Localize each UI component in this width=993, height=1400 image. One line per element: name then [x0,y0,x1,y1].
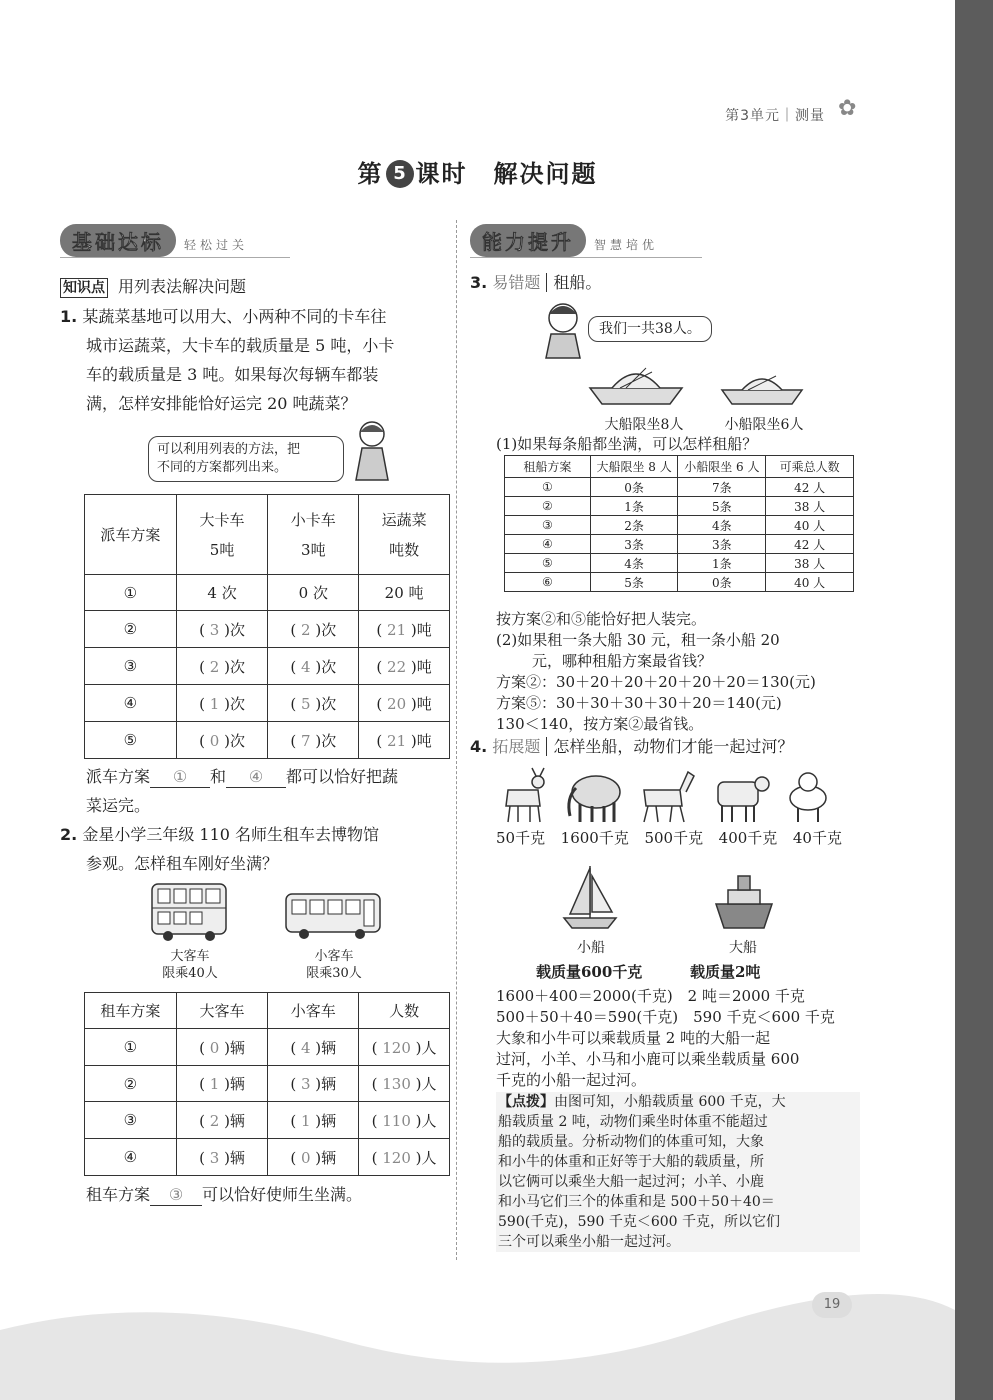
q4-a2: 500＋50＋40＝590(千克) 590 千克＜600 千克 [496,1008,835,1026]
table-row: ④ ( 1 )次 ( 5 )次 ( 20 )吨 [85,685,450,722]
q2-th-plan: 租车方案 [85,993,177,1029]
q3-tag: 易错题 [492,273,541,292]
q3-sub1: (1)如果每条船都坐满，可以怎样租船？ [496,435,758,453]
q1-hint-bubble [148,436,344,482]
q1-line1: 某蔬菜基地可以用大、小两种不同的卡车往 [82,307,387,326]
q3-th-plan: 租船方案 [505,456,591,478]
tip-label: 【点拨】 [498,1094,554,1110]
q2-th-people: 人数 [359,993,450,1029]
q4-tag: 拓展题 [492,737,541,756]
lamb-icon [784,768,834,824]
q3-heading [470,268,601,297]
mascot-logo-icon: ✿ [838,96,857,121]
advanced-banner-sub: 智慧培优 [594,238,659,252]
knowledge-point [60,272,246,301]
table-row: ② ( 1 )辆 ( 3 )辆 ( 130 )人 [85,1066,450,1102]
horse-weight: 500千克 [644,829,704,847]
big-boat-capacity: 载质量2吨 [690,963,761,981]
q1-th-plan: 派车方案 [85,495,177,575]
q1-line3: 车的载质量是 3 吨。如果每次每辆车都装 [86,365,379,384]
lesson-suffix: 课时 [415,160,468,188]
q2-answer: 租车方案 ③ 可以恰好使师生坐满。 [86,1185,363,1204]
q4-number: 4. [470,737,488,756]
basic-banner-sub: 轻松过关 [184,238,249,252]
cow-icon [708,768,772,824]
page-number: 19 [812,1292,852,1318]
table-row: ① 4 次 0 次 20 吨 [85,575,450,611]
q1-text [60,302,452,418]
small-boat-capacity: 载质量600千克 [536,963,643,981]
knowledge-text: 用列表法解决问题 [118,277,247,296]
q3-answers [496,609,866,735]
big-boat-label: 大船 [729,940,757,956]
lesson-number: 5 [386,160,414,188]
single-bus-icon [282,888,384,942]
q1-answer: 派车方案 ① 和 ④ 都可以恰好把蔬 菜运完。 [86,762,452,820]
table-row: ⑤ ( 0 )次 ( 7 )次 ( 21 )吨 [85,722,450,759]
table-row: ④ ( 3 )辆 ( 0 )辆 ( 120 )人 [85,1139,450,1176]
q1-answer-blank-1: ① [150,767,210,788]
knowledge-tag: 知识点 [60,278,108,298]
q4-a1: 1600＋400＝2000(千克) 2 吨＝2000 千克 [496,987,805,1005]
girl-icon [350,418,394,488]
q1-answer-blank-2: ④ [226,767,286,788]
q2-number: 2. [60,825,78,844]
cow-weight: 400千克 [718,829,778,847]
column-divider [456,220,457,1260]
q4-title: 怎样坐船，动物们才能一起过河？ [553,737,794,756]
lesson-prefix: 第 [357,160,384,188]
q1-line4: 满，怎样安排能恰好运完 20 吨蔬菜？ [86,394,357,413]
q3-number: 3. [470,273,488,292]
boy-icon [540,298,586,360]
q4-tip: 【点拨】由图可知，小船载质量 600 千克，大 船载质量 2 吨，动物们乘坐时体重不能超过 船的载质量。分析动物们的体重可知，大象 和小牛的体重和正好等于大船的载质量，所 以它俩可以乘坐大船一起过河；小羊、小鹿 和小马它们三个的体重和是 500＋50＋40＝ 590(千克)，590 千克＜600 千克，所以它们 三个可以乘坐小船一起过河。 [496,1092,860,1252]
q3-th-big: 大船限坐 8 人 [590,456,678,478]
elephant-weight: 1600千克 [560,829,629,847]
q2-line2: 参观。怎样租车刚好坐满？ [86,854,279,873]
table-row: ③ ( 2 )辆 ( 1 )辆 ( 110 )人 [85,1102,450,1139]
table-row: ② ( 3 )次 ( 2 )次 ( 21 )吨 [85,611,450,648]
small-boat-caption: 小船限坐6人 [724,417,804,433]
q4-heading [470,732,793,761]
q3-title: 租船。 [553,273,602,292]
big-boat-caption: 大船限坐8人 [604,417,684,433]
q2-bus-table [84,992,450,1176]
q1-line2: 城市运蔬菜，大卡车的载质量是 5 吨，小卡 [86,336,395,355]
double-decker-bus-icon [148,880,230,942]
q1-bubble-line2: 不同的方案都列出来。 [157,460,288,475]
q3-ans2c: 130＜140，按方案②最省钱。 [496,715,704,733]
deer-icon [498,766,550,824]
q4-a3: 大象和小牛可以乘载质量 2 吨的大船一起 [496,1029,771,1047]
q3-boat-table [504,455,854,592]
basic-banner [60,224,290,258]
q3-ans2b: 方案⑤：30＋30＋30＋30＋20＝140(元) [496,694,782,712]
q1-th-big: 大卡车 5吨 [176,495,268,575]
q2-text [60,820,452,878]
q1-bubble-line1: 可以利用列表的方法，把 [157,442,301,457]
q3-ans2a: 方案②：30＋20＋20＋20＋20＋20＝130(元) [496,673,816,691]
q3-th-total: 可乘总人数 [766,456,854,478]
table-row: ⑥ 5条 0条 40 人 [505,573,854,592]
sailboat-icon [560,862,620,934]
q3-th-small: 小船限坐 6 人 [678,456,766,478]
big-boat-icon [586,354,686,408]
q2-answer-blank: ③ [150,1185,202,1206]
q1-th-small: 小卡车 3吨 [268,495,359,575]
q1-answer-line2: 菜运完。 [86,796,151,815]
basic-banner-title: 基础达标 [60,224,176,257]
q2-th-big: 大客车 [176,993,268,1029]
advanced-banner [470,224,702,258]
q3-sub2a: (2)如果租一条大船 30 元，租一条小船 20 [496,631,780,649]
small-boat-label: 小船 [577,940,605,956]
lesson-title [0,154,955,189]
table-row: ⑤ 4条 1条 38 人 [505,554,854,573]
q3-sub2b: 元，哪种租船方案最省钱？ [532,652,713,670]
q1-number: 1. [60,307,78,326]
elephant-icon [562,768,626,824]
table-row: ① 0条 7条 42 人 [505,478,854,497]
scan-edge [955,0,993,1400]
lamb-weight: 40千克 [792,829,842,847]
q1-th-tons: 运蔬菜 吨数 [359,495,450,575]
animal-weights [496,828,842,849]
small-bus-caption: 小客车 限乘30人 [306,949,362,981]
q4-a5: 千克的小船一起过河。 [496,1071,647,1089]
horse-icon [636,766,696,824]
unit-header: 第3单元｜测量 [725,108,825,124]
q4-answers [496,986,866,1091]
deer-weight: 50千克 [496,829,546,847]
table-row: ③ 2条 4条 40 人 [505,516,854,535]
table-row: ③ ( 2 )次 ( 4 )次 ( 22 )吨 [85,648,450,685]
big-bus-caption: 大客车 限乘40人 [162,949,218,981]
q3-ans1: 按方案②和⑤能恰好把人装完。 [496,610,707,628]
advanced-banner-title: 能力提升 [470,224,586,257]
table-row: ② 1条 5条 38 人 [505,497,854,516]
q1-truck-table [84,494,450,759]
lesson-topic: 解决问题 [493,160,598,188]
steamship-icon [712,866,776,932]
table-row: ① ( 0 )辆 ( 4 )辆 ( 120 )人 [85,1029,450,1066]
q3-speech-bubble: 我们一共38人。 [588,316,712,342]
small-boat-icon [718,360,806,408]
q4-a4: 过河，小羊、小马和小鹿可以乘坐载质量 600 [496,1050,800,1068]
q2-line1: 金星小学三年级 110 名师生租车去博物馆 [82,825,380,844]
bottom-wave-decoration [0,1270,955,1400]
q2-th-small: 小客车 [268,993,359,1029]
table-row: ④ 3条 3条 42 人 [505,535,854,554]
